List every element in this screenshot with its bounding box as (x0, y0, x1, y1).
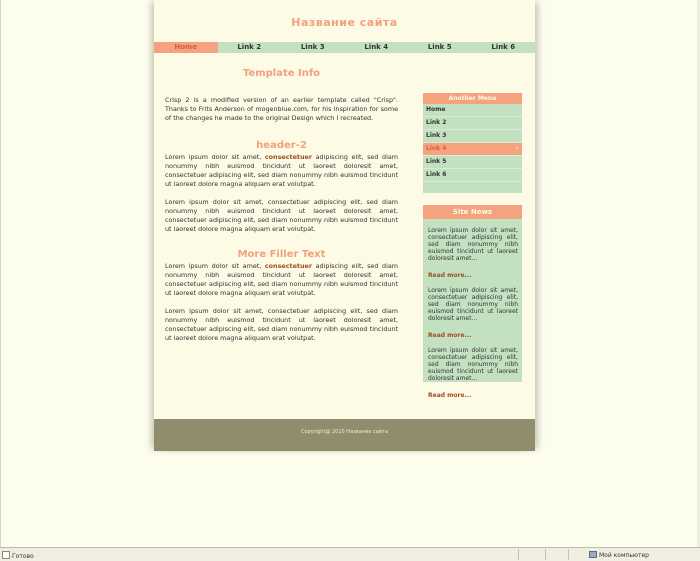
paragraph-4: Lorem ipsum dolor sit amet, consectetuer adipiscing elit, sed diam nonummy nibh euismod tincidunt ut laoreet doloresit amet, consectetuer adipiscing elit, sed diam nonummy nibh euismod tincidunt ut laoreet dolore magna aliquam erat volutpat. (165, 307, 398, 342)
bold-term: consectetuer (264, 153, 313, 161)
site-news-body (423, 219, 522, 399)
paragraph-3: Lorem ipsum dolor sit amet, consectetuer adipiscing elit, sed diam nonummy nibh euismod tincidunt ut laoreet doloresit amet, consectetuer adipiscing elit, sed diam nonummy nibh euismod tincidunt ut laoreet dolore magna aliquam erat volutpat. (165, 262, 398, 297)
nav-item-link-4[interactable]: Link 4 (364, 43, 389, 51)
read-more-link[interactable]: Read more... (428, 272, 472, 279)
sidebar-item-link-6[interactable]: Link 6 (423, 169, 522, 182)
sidebar-item-link-4[interactable]: Link 4 › (423, 143, 522, 156)
page-icon (2, 551, 10, 559)
main-content (165, 68, 398, 343)
more-filler-heading: More Filler Text (237, 249, 326, 260)
computer-icon (589, 551, 597, 558)
news-item (428, 287, 518, 341)
nav-item-home[interactable]: Home (154, 42, 218, 53)
news-text: Lorem ipsum dolor sit amet, consectetuer adipiscing elit, sed diam nonummy nibh euismod tincidunt ut laoreet doloresit amet... (428, 227, 518, 262)
status-cell (545, 549, 546, 560)
bold-term: consectetuer (264, 262, 313, 270)
sidebar (423, 93, 522, 399)
top-navigation (154, 42, 535, 53)
nav-item-link-2[interactable]: Link 2 (237, 43, 262, 51)
read-more-link[interactable]: Read more... (428, 332, 472, 339)
sidebar-item-link-3[interactable]: Link 3 (423, 130, 522, 143)
nav-item-link-6[interactable]: Link 6 (491, 43, 516, 51)
page-container (154, 0, 535, 451)
sidebar-item-home[interactable]: Home (423, 104, 522, 117)
site-title: Название сайта (291, 16, 398, 29)
template-info-heading: Template Info (242, 68, 321, 79)
browser-status-bar (0, 547, 700, 561)
paragraph-2: Lorem ipsum dolor sit amet, consectetuer adipiscing elit, sed diam nonummy nibh euismod tincidunt ut laoreet doloresit amet, consectetuer adipiscing elit, sed diam nonummy nibh euismod tincidunt ut laoreet dolore magna aliquam erat volutpat. (165, 198, 398, 233)
sidebar-menu (423, 104, 522, 193)
nav-item-link-5[interactable]: Link 5 (427, 43, 452, 51)
footer: Copyright@ 2010 Название сайта (154, 419, 535, 451)
header-2-heading: header-2 (256, 140, 307, 151)
status-cell (568, 549, 569, 560)
news-text: Lorem ipsum dolor sit amet, consectetuer adipiscing elit, sed diam nonummy nibh euismod tincidunt ut laoreet doloresit amet... (428, 287, 518, 322)
status-text: Готово (2, 551, 34, 560)
status-cell (518, 549, 519, 560)
news-text: Lorem ipsum dolor sit amet, consectetuer adipiscing elit, sed diam nonummy nibh euismod tincidunt ut laoreet doloresit amet... (428, 347, 518, 382)
sidebar-item-link-5[interactable]: Link 5 (423, 156, 522, 169)
news-item (428, 347, 518, 401)
read-more-link[interactable]: Read more... (428, 392, 472, 399)
zone-indicator: Мой компьютер (589, 551, 649, 559)
site-news-box (423, 205, 522, 399)
intro-paragraph: Crisp 2 is a modified version of an earlier template called "Crisp". Thanks to Frits Anderson of mogenblue.com, for his inspiration for some of the changes he made to the original Design which I recreated. (165, 96, 398, 122)
window-left-edge (0, 0, 1, 547)
sidebar-item-link-2[interactable]: Link 2 (423, 117, 522, 130)
news-item (428, 227, 518, 281)
another-menu-title: Another Menu (423, 93, 522, 104)
site-news-title: Site News (423, 205, 522, 219)
nav-item-link-3[interactable]: Link 3 (300, 43, 325, 51)
paragraph-1: Lorem ipsum dolor sit amet, consectetuer adipiscing elit, sed diam nonummy nibh euismod tincidunt ut laoreet doloresit amet, consectetuer adipiscing elit, sed diam nonummy nibh euismod tincidunt ut laoreet dolore magna aliquam erat volutpat. (165, 153, 398, 188)
